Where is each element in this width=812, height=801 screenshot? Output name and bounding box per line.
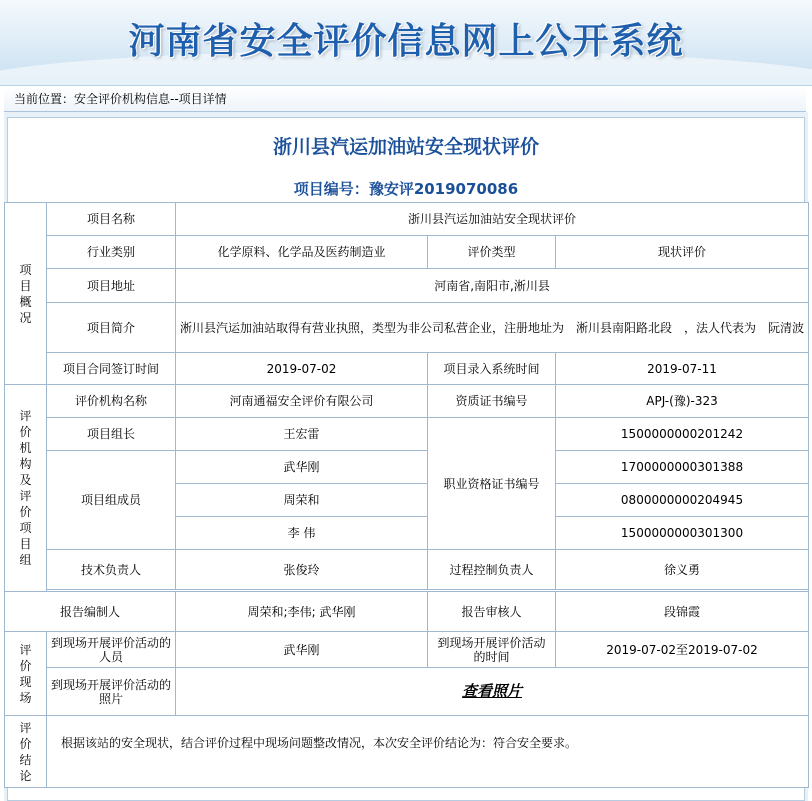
site-people-value: 武华刚 [176, 632, 428, 668]
member-1: 武华刚 [176, 451, 428, 484]
table-row [5, 668, 809, 716]
table-row [5, 550, 809, 590]
intro-value: 淅川县汽运加油站取得有营业执照，类型为非公司私营企业，注册地址为 淅川县南阳路北段 ，法人代表为 阮清波 [176, 303, 809, 353]
entry-time-value: 2019-07-11 [556, 353, 809, 385]
breadcrumb [4, 86, 806, 112]
process-lead-value: 徐义勇 [556, 550, 809, 590]
project-code-value: 豫安评2019070086 [368, 180, 519, 198]
industry-value: 化学原料、化学品及医药制造业 [176, 236, 428, 269]
leader-value: 王宏雷 [176, 418, 428, 451]
breadcrumb-label: 当前位置： [14, 92, 75, 106]
report-author-value: 周荣和;李伟; 武华刚 [176, 592, 428, 632]
section-org: 评价机构及评价项目组 [5, 385, 47, 592]
leader-label: 项目组长 [47, 418, 176, 451]
report-reviewer-value: 段锦霞 [556, 592, 809, 632]
address-value: 河南省,南阳市,淅川县 [176, 269, 809, 303]
member-3: 李 伟 [176, 517, 428, 550]
member-2: 周荣和 [176, 484, 428, 517]
tech-lead-label: 技术负责人 [47, 550, 176, 590]
process-lead-label: 过程控制负责人 [428, 550, 556, 590]
table-row [5, 236, 809, 269]
qual-number-1: 1500000000201242 [556, 418, 809, 451]
site-people-label: 到现场开展评价活动的人员 [47, 632, 176, 668]
qual-number-3: 0800000000204945 [556, 484, 809, 517]
project-name-value: 浙川县汽运加油站安全现状评价 [176, 203, 809, 236]
contract-time-value: 2019-07-02 [176, 353, 428, 385]
report-reviewer-label: 报告审核人 [428, 592, 556, 632]
table-row [5, 385, 809, 418]
org-name-label: 评价机构名称 [47, 385, 176, 418]
project-title: 浙川县汽运加油站安全现状评价 [272, 136, 539, 158]
intro-label: 项目简介 [47, 303, 176, 353]
table-row [5, 269, 809, 303]
table-row [5, 592, 809, 632]
table-row [5, 418, 809, 451]
tech-lead-value: 张俊玲 [176, 550, 428, 590]
industry-label: 行业类别 [47, 236, 176, 269]
site-time-label: 到现场开展评价活动的时间 [428, 632, 556, 668]
org-name-value: 河南通福安全评价有限公司 [176, 385, 428, 418]
cert-value: APJ-(豫)-323 [556, 385, 809, 418]
site-time-value: 2019-07-02至2019-07-02 [556, 632, 809, 668]
table-row [5, 303, 809, 353]
site-photo-cell [176, 668, 809, 716]
project-detail-table [4, 202, 809, 788]
qual-label: 职业资格证书编号 [428, 418, 556, 550]
qual-number-2: 1700000000301388 [556, 451, 809, 484]
project-code-label: 项目编号： [293, 180, 369, 198]
eval-type-value: 现状评价 [556, 236, 809, 269]
entry-time-label: 项目录入系统时间 [428, 353, 556, 385]
members-label: 项目组成员 [47, 451, 176, 550]
table-row [5, 632, 809, 668]
site-title: 河南省安全评价信息网上公开系统 [128, 21, 684, 62]
project-name-label: 项目名称 [47, 203, 176, 236]
site-photo-label: 到现场开展评价活动的照片 [47, 668, 176, 716]
header-banner [0, 0, 812, 86]
address-label: 项目地址 [47, 269, 176, 303]
section-conclusion: 评价结论 [5, 716, 47, 788]
qual-number-4: 1500000000301300 [556, 517, 809, 550]
eval-type-label: 评价类型 [428, 236, 556, 269]
contract-time-label: 项目合同签订时间 [47, 353, 176, 385]
table-row [5, 451, 809, 484]
view-photos-link[interactable]: 查看照片 [462, 682, 523, 700]
table-row [5, 716, 809, 788]
cert-label: 资质证书编号 [428, 385, 556, 418]
conclusion-text: 根据该站的安全现状，结合评价过程中现场问题整改情况，本次安全评价结论为：符合安全要求。 [47, 716, 809, 788]
report-author-label: 报告编制人 [5, 592, 176, 632]
table-row [5, 203, 809, 236]
breadcrumb-path: 安全评价机构信息--项目详情 [74, 92, 227, 106]
table-row [5, 353, 809, 385]
section-overview: 项目概况 [5, 203, 47, 385]
section-site: 评价现场 [5, 632, 47, 716]
project-code [8, 178, 804, 199]
